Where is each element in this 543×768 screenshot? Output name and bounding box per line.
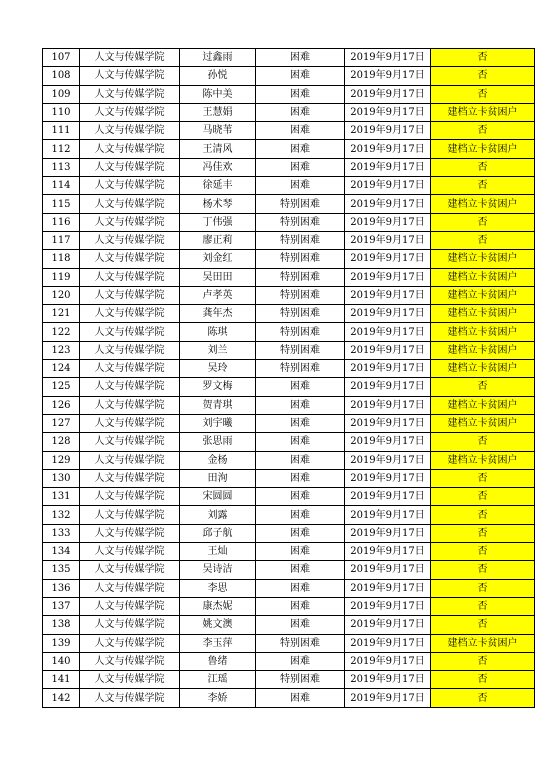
table-row bbox=[43, 305, 535, 323]
cell-department: 人文与传媒学院 bbox=[80, 561, 180, 579]
cell-student-name: 田洵 bbox=[180, 469, 256, 487]
cell-date: 2019年9月17日 bbox=[345, 268, 431, 286]
cell-date: 2019年9月17日 bbox=[345, 140, 431, 158]
cell-registered-poor-status: 否 bbox=[431, 597, 535, 615]
cell-department: 人文与传媒学院 bbox=[80, 213, 180, 231]
cell-registered-poor-status: 否 bbox=[431, 652, 535, 670]
cell-difficulty-level: 特别困难 bbox=[256, 341, 345, 359]
cell-registered-poor-status: 否 bbox=[431, 689, 535, 707]
cell-student-name: 张思雨 bbox=[180, 433, 256, 451]
cell-serial-number: 107 bbox=[43, 49, 80, 67]
cell-department: 人文与传媒学院 bbox=[80, 341, 180, 359]
cell-date: 2019年9月17日 bbox=[345, 122, 431, 140]
cell-date: 2019年9月17日 bbox=[345, 689, 431, 707]
cell-department: 人文与传媒学院 bbox=[80, 158, 180, 176]
cell-department: 人文与传媒学院 bbox=[80, 195, 180, 213]
cell-department: 人文与传媒学院 bbox=[80, 506, 180, 524]
cell-date: 2019年9月17日 bbox=[345, 286, 431, 304]
cell-date: 2019年9月17日 bbox=[345, 305, 431, 323]
table-row bbox=[43, 414, 535, 432]
cell-registered-poor-status: 否 bbox=[431, 469, 535, 487]
cell-difficulty-level: 困难 bbox=[256, 177, 345, 195]
table-row bbox=[43, 286, 535, 304]
table-row bbox=[43, 49, 535, 67]
cell-difficulty-level: 困难 bbox=[256, 158, 345, 176]
cell-department: 人文与传媒学院 bbox=[80, 49, 180, 67]
cell-department: 人文与传媒学院 bbox=[80, 140, 180, 158]
cell-difficulty-level: 困难 bbox=[256, 85, 345, 103]
cell-date: 2019年9月17日 bbox=[345, 49, 431, 67]
table-row bbox=[43, 652, 535, 670]
cell-serial-number: 135 bbox=[43, 561, 80, 579]
cell-serial-number: 134 bbox=[43, 543, 80, 561]
cell-registered-poor-status: 建档立卡贫困户 bbox=[431, 323, 535, 341]
cell-serial-number: 141 bbox=[43, 671, 80, 689]
cell-date: 2019年9月17日 bbox=[345, 433, 431, 451]
table-row bbox=[43, 561, 535, 579]
cell-date: 2019年9月17日 bbox=[345, 634, 431, 652]
table-row bbox=[43, 634, 535, 652]
cell-registered-poor-status: 否 bbox=[431, 67, 535, 85]
cell-department: 人文与传媒学院 bbox=[80, 67, 180, 85]
cell-difficulty-level: 困难 bbox=[256, 469, 345, 487]
cell-date: 2019年9月17日 bbox=[345, 341, 431, 359]
cell-student-name: 冯佳欢 bbox=[180, 158, 256, 176]
cell-difficulty-level: 困难 bbox=[256, 652, 345, 670]
table-row bbox=[43, 67, 535, 85]
cell-department: 人文与传媒学院 bbox=[80, 231, 180, 249]
cell-department: 人文与传媒学院 bbox=[80, 634, 180, 652]
cell-date: 2019年9月17日 bbox=[345, 616, 431, 634]
cell-registered-poor-status: 否 bbox=[431, 231, 535, 249]
cell-department: 人文与传媒学院 bbox=[80, 524, 180, 542]
cell-date: 2019年9月17日 bbox=[345, 414, 431, 432]
table-row bbox=[43, 451, 535, 469]
cell-registered-poor-status: 否 bbox=[431, 177, 535, 195]
cell-registered-poor-status: 建档立卡贫困户 bbox=[431, 451, 535, 469]
cell-difficulty-level: 特别困难 bbox=[256, 213, 345, 231]
cell-registered-poor-status: 建档立卡贫困户 bbox=[431, 286, 535, 304]
cell-department: 人文与传媒学院 bbox=[80, 451, 180, 469]
cell-date: 2019年9月17日 bbox=[345, 323, 431, 341]
cell-student-name: 刘金红 bbox=[180, 250, 256, 268]
cell-difficulty-level: 困难 bbox=[256, 122, 345, 140]
cell-department: 人文与传媒学院 bbox=[80, 414, 180, 432]
cell-difficulty-level: 困难 bbox=[256, 378, 345, 396]
cell-student-name: 吴玲 bbox=[180, 360, 256, 378]
cell-registered-poor-status: 否 bbox=[431, 158, 535, 176]
cell-student-name: 贺青琪 bbox=[180, 396, 256, 414]
cell-date: 2019年9月17日 bbox=[345, 213, 431, 231]
cell-difficulty-level: 困难 bbox=[256, 524, 345, 542]
cell-student-name: 姚文澳 bbox=[180, 616, 256, 634]
cell-student-name: 廖正莉 bbox=[180, 231, 256, 249]
cell-department: 人文与传媒学院 bbox=[80, 616, 180, 634]
cell-serial-number: 133 bbox=[43, 524, 80, 542]
cell-date: 2019年9月17日 bbox=[345, 250, 431, 268]
cell-serial-number: 139 bbox=[43, 634, 80, 652]
table-row bbox=[43, 360, 535, 378]
cell-student-name: 邱子航 bbox=[180, 524, 256, 542]
cell-date: 2019年9月17日 bbox=[345, 195, 431, 213]
table-row bbox=[43, 488, 535, 506]
cell-date: 2019年9月17日 bbox=[345, 543, 431, 561]
cell-registered-poor-status: 建档立卡贫困户 bbox=[431, 103, 535, 121]
cell-registered-poor-status: 否 bbox=[431, 671, 535, 689]
cell-difficulty-level: 困难 bbox=[256, 103, 345, 121]
cell-difficulty-level: 困难 bbox=[256, 140, 345, 158]
cell-serial-number: 126 bbox=[43, 396, 80, 414]
cell-date: 2019年9月17日 bbox=[345, 396, 431, 414]
cell-difficulty-level: 特别困难 bbox=[256, 360, 345, 378]
cell-student-name: 刘露 bbox=[180, 506, 256, 524]
cell-serial-number: 124 bbox=[43, 360, 80, 378]
cell-student-name: 陈琪 bbox=[180, 323, 256, 341]
cell-department: 人文与传媒学院 bbox=[80, 85, 180, 103]
cell-registered-poor-status: 建档立卡贫困户 bbox=[431, 341, 535, 359]
cell-serial-number: 136 bbox=[43, 579, 80, 597]
cell-department: 人文与传媒学院 bbox=[80, 305, 180, 323]
cell-date: 2019年9月17日 bbox=[345, 579, 431, 597]
cell-date: 2019年9月17日 bbox=[345, 652, 431, 670]
cell-student-name: 吴田田 bbox=[180, 268, 256, 286]
cell-student-name: 金杨 bbox=[180, 451, 256, 469]
cell-date: 2019年9月17日 bbox=[345, 469, 431, 487]
cell-serial-number: 142 bbox=[43, 689, 80, 707]
cell-serial-number: 117 bbox=[43, 231, 80, 249]
cell-department: 人文与传媒学院 bbox=[80, 378, 180, 396]
cell-registered-poor-status: 建档立卡贫困户 bbox=[431, 396, 535, 414]
cell-student-name: 李娇 bbox=[180, 689, 256, 707]
cell-difficulty-level: 特别困难 bbox=[256, 268, 345, 286]
table-row bbox=[43, 524, 535, 542]
table-row bbox=[43, 671, 535, 689]
cell-department: 人文与传媒学院 bbox=[80, 543, 180, 561]
cell-registered-poor-status: 建档立卡贫困户 bbox=[431, 360, 535, 378]
cell-serial-number: 110 bbox=[43, 103, 80, 121]
cell-registered-poor-status: 否 bbox=[431, 579, 535, 597]
cell-department: 人文与传媒学院 bbox=[80, 396, 180, 414]
cell-department: 人文与传媒学院 bbox=[80, 268, 180, 286]
cell-department: 人文与传媒学院 bbox=[80, 250, 180, 268]
table-row bbox=[43, 597, 535, 615]
cell-registered-poor-status: 否 bbox=[431, 122, 535, 140]
cell-student-name: 刘兰 bbox=[180, 341, 256, 359]
table-body bbox=[43, 49, 535, 708]
table-row bbox=[43, 396, 535, 414]
cell-student-name: 江瑶 bbox=[180, 671, 256, 689]
student-aid-table bbox=[42, 48, 535, 708]
cell-date: 2019年9月17日 bbox=[345, 506, 431, 524]
cell-serial-number: 130 bbox=[43, 469, 80, 487]
cell-date: 2019年9月17日 bbox=[345, 451, 431, 469]
cell-date: 2019年9月17日 bbox=[345, 360, 431, 378]
table-row bbox=[43, 195, 535, 213]
table-row bbox=[43, 140, 535, 158]
cell-date: 2019年9月17日 bbox=[345, 561, 431, 579]
cell-student-name: 徐延丰 bbox=[180, 177, 256, 195]
cell-department: 人文与传媒学院 bbox=[80, 689, 180, 707]
cell-date: 2019年9月17日 bbox=[345, 378, 431, 396]
cell-serial-number: 140 bbox=[43, 652, 80, 670]
table-row bbox=[43, 469, 535, 487]
cell-registered-poor-status: 否 bbox=[431, 378, 535, 396]
table-row bbox=[43, 250, 535, 268]
cell-date: 2019年9月17日 bbox=[345, 231, 431, 249]
cell-registered-poor-status: 建档立卡贫困户 bbox=[431, 305, 535, 323]
cell-student-name: 杨术琴 bbox=[180, 195, 256, 213]
cell-difficulty-level: 困难 bbox=[256, 396, 345, 414]
cell-department: 人文与传媒学院 bbox=[80, 122, 180, 140]
cell-difficulty-level: 特别困难 bbox=[256, 231, 345, 249]
cell-serial-number: 127 bbox=[43, 414, 80, 432]
cell-date: 2019年9月17日 bbox=[345, 67, 431, 85]
cell-difficulty-level: 困难 bbox=[256, 597, 345, 615]
cell-difficulty-level: 特别困难 bbox=[256, 323, 345, 341]
table-row bbox=[43, 323, 535, 341]
table-row bbox=[43, 213, 535, 231]
cell-serial-number: 113 bbox=[43, 158, 80, 176]
cell-registered-poor-status: 建档立卡贫困户 bbox=[431, 414, 535, 432]
cell-registered-poor-status: 否 bbox=[431, 49, 535, 67]
cell-department: 人文与传媒学院 bbox=[80, 177, 180, 195]
cell-student-name: 陈中美 bbox=[180, 85, 256, 103]
cell-student-name: 罗文梅 bbox=[180, 378, 256, 396]
cell-student-name: 龚年杰 bbox=[180, 305, 256, 323]
cell-registered-poor-status: 否 bbox=[431, 433, 535, 451]
cell-department: 人文与传媒学院 bbox=[80, 286, 180, 304]
cell-difficulty-level: 困难 bbox=[256, 451, 345, 469]
cell-registered-poor-status: 否 bbox=[431, 488, 535, 506]
cell-department: 人文与传媒学院 bbox=[80, 323, 180, 341]
cell-difficulty-level: 特别困难 bbox=[256, 286, 345, 304]
cell-date: 2019年9月17日 bbox=[345, 488, 431, 506]
cell-student-name: 丁伟强 bbox=[180, 213, 256, 231]
cell-serial-number: 111 bbox=[43, 122, 80, 140]
cell-department: 人文与传媒学院 bbox=[80, 469, 180, 487]
table-row bbox=[43, 433, 535, 451]
table-row bbox=[43, 506, 535, 524]
cell-student-name: 李思 bbox=[180, 579, 256, 597]
cell-registered-poor-status: 建档立卡贫困户 bbox=[431, 140, 535, 158]
cell-difficulty-level: 困难 bbox=[256, 414, 345, 432]
table-row bbox=[43, 268, 535, 286]
cell-difficulty-level: 困难 bbox=[256, 49, 345, 67]
cell-student-name: 鲁绪 bbox=[180, 652, 256, 670]
cell-serial-number: 123 bbox=[43, 341, 80, 359]
cell-registered-poor-status: 否 bbox=[431, 543, 535, 561]
cell-difficulty-level: 特别困难 bbox=[256, 305, 345, 323]
cell-registered-poor-status: 建档立卡贫困户 bbox=[431, 634, 535, 652]
cell-student-name: 宋圆圆 bbox=[180, 488, 256, 506]
cell-difficulty-level: 特别困难 bbox=[256, 195, 345, 213]
cell-serial-number: 108 bbox=[43, 67, 80, 85]
table-row bbox=[43, 158, 535, 176]
cell-serial-number: 119 bbox=[43, 268, 80, 286]
cell-serial-number: 138 bbox=[43, 616, 80, 634]
cell-registered-poor-status: 否 bbox=[431, 213, 535, 231]
cell-serial-number: 131 bbox=[43, 488, 80, 506]
table-row bbox=[43, 122, 535, 140]
cell-student-name: 王慧娟 bbox=[180, 103, 256, 121]
cell-student-name: 吴诗洁 bbox=[180, 561, 256, 579]
cell-registered-poor-status: 建档立卡贫困户 bbox=[431, 250, 535, 268]
table-row bbox=[43, 341, 535, 359]
cell-difficulty-level: 困难 bbox=[256, 488, 345, 506]
cell-department: 人文与传媒学院 bbox=[80, 433, 180, 451]
cell-difficulty-level: 困难 bbox=[256, 506, 345, 524]
cell-department: 人文与传媒学院 bbox=[80, 597, 180, 615]
cell-difficulty-level: 困难 bbox=[256, 689, 345, 707]
cell-difficulty-level: 困难 bbox=[256, 543, 345, 561]
cell-serial-number: 129 bbox=[43, 451, 80, 469]
table-row bbox=[43, 378, 535, 396]
cell-department: 人文与传媒学院 bbox=[80, 671, 180, 689]
cell-date: 2019年9月17日 bbox=[345, 103, 431, 121]
cell-student-name: 孙悦 bbox=[180, 67, 256, 85]
cell-serial-number: 137 bbox=[43, 597, 80, 615]
cell-department: 人文与传媒学院 bbox=[80, 103, 180, 121]
cell-date: 2019年9月17日 bbox=[345, 597, 431, 615]
cell-registered-poor-status: 否 bbox=[431, 561, 535, 579]
table-row bbox=[43, 543, 535, 561]
cell-difficulty-level: 特别困难 bbox=[256, 634, 345, 652]
cell-student-name: 王灿 bbox=[180, 543, 256, 561]
cell-registered-poor-status: 建档立卡贫困户 bbox=[431, 195, 535, 213]
cell-date: 2019年9月17日 bbox=[345, 524, 431, 542]
cell-department: 人文与传媒学院 bbox=[80, 360, 180, 378]
table-row bbox=[43, 103, 535, 121]
table-row bbox=[43, 579, 535, 597]
cell-serial-number: 128 bbox=[43, 433, 80, 451]
cell-difficulty-level: 困难 bbox=[256, 67, 345, 85]
cell-difficulty-level: 特别困难 bbox=[256, 250, 345, 268]
cell-student-name: 过鑫雨 bbox=[180, 49, 256, 67]
cell-registered-poor-status: 否 bbox=[431, 506, 535, 524]
cell-date: 2019年9月17日 bbox=[345, 158, 431, 176]
cell-department: 人文与传媒学院 bbox=[80, 652, 180, 670]
cell-date: 2019年9月17日 bbox=[345, 671, 431, 689]
cell-serial-number: 121 bbox=[43, 305, 80, 323]
cell-date: 2019年9月17日 bbox=[345, 177, 431, 195]
cell-student-name: 刘宇曦 bbox=[180, 414, 256, 432]
cell-serial-number: 132 bbox=[43, 506, 80, 524]
cell-student-name: 康杰妮 bbox=[180, 597, 256, 615]
table-row bbox=[43, 689, 535, 707]
cell-serial-number: 112 bbox=[43, 140, 80, 158]
cell-department: 人文与传媒学院 bbox=[80, 488, 180, 506]
cell-serial-number: 122 bbox=[43, 323, 80, 341]
cell-serial-number: 118 bbox=[43, 250, 80, 268]
cell-serial-number: 125 bbox=[43, 378, 80, 396]
cell-registered-poor-status: 否 bbox=[431, 616, 535, 634]
cell-student-name: 卢孝英 bbox=[180, 286, 256, 304]
cell-student-name: 马晓苇 bbox=[180, 122, 256, 140]
cell-registered-poor-status: 建档立卡贫困户 bbox=[431, 268, 535, 286]
cell-serial-number: 109 bbox=[43, 85, 80, 103]
cell-serial-number: 120 bbox=[43, 286, 80, 304]
cell-department: 人文与传媒学院 bbox=[80, 579, 180, 597]
table-row bbox=[43, 85, 535, 103]
cell-date: 2019年9月17日 bbox=[345, 85, 431, 103]
cell-difficulty-level: 特别困难 bbox=[256, 671, 345, 689]
table-row bbox=[43, 177, 535, 195]
cell-difficulty-level: 困难 bbox=[256, 561, 345, 579]
cell-student-name: 李玉萍 bbox=[180, 634, 256, 652]
cell-student-name: 王清风 bbox=[180, 140, 256, 158]
table-row bbox=[43, 231, 535, 249]
cell-registered-poor-status: 否 bbox=[431, 524, 535, 542]
cell-difficulty-level: 困难 bbox=[256, 616, 345, 634]
cell-difficulty-level: 困难 bbox=[256, 433, 345, 451]
table-row bbox=[43, 616, 535, 634]
cell-serial-number: 114 bbox=[43, 177, 80, 195]
cell-serial-number: 115 bbox=[43, 195, 80, 213]
cell-serial-number: 116 bbox=[43, 213, 80, 231]
cell-registered-poor-status: 否 bbox=[431, 85, 535, 103]
cell-difficulty-level: 困难 bbox=[256, 579, 345, 597]
